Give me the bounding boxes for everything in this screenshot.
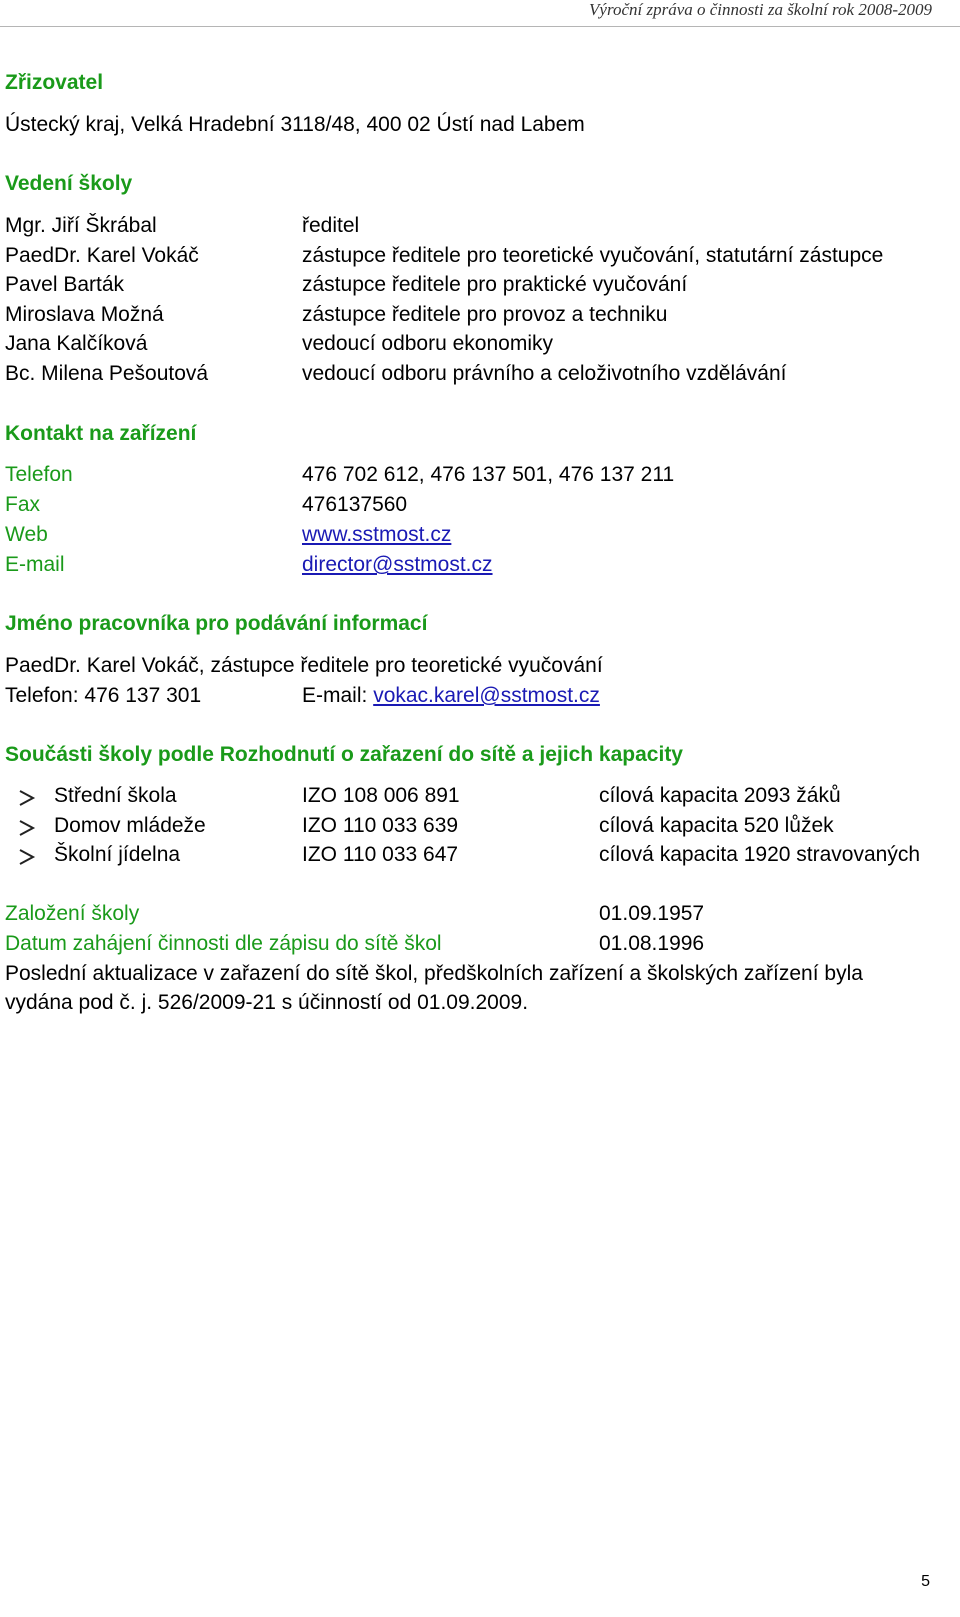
vedeni-name: Bc. Milena Pešoutová (5, 362, 209, 385)
informace-telefon: Telefon: 476 137 301 (5, 684, 202, 707)
vedeni-role: vedoucí odboru ekonomiky (302, 332, 553, 355)
arrow-bullet-icon (16, 787, 38, 811)
web-link[interactable]: www.sstmost.cz (302, 523, 452, 546)
vedeni-name: Miroslava Možná (5, 303, 164, 326)
fax-label: Fax (5, 493, 41, 516)
arrow-bullet-icon (16, 846, 38, 870)
vedeni-name: Pavel Barták (5, 273, 125, 296)
vedeni-name: Mgr. Jiří Škrábal (5, 214, 157, 237)
zalozeni-label: Založení školy (5, 902, 140, 925)
soucast-izo: IZO 110 033 639 (302, 814, 459, 837)
vedeni-name: Jana Kalčíková (5, 332, 148, 355)
datum-zahajeni-value: 01.08.1996 (599, 932, 705, 955)
web-label: Web (5, 523, 48, 546)
aktualizace-paragraph-line1: Poslední aktualizace v zařazení do sítě škol, předškolních zařízení a školských zařízení byla (5, 962, 863, 985)
soucast-kapacita: cílová kapacita 2093 žáků (599, 784, 841, 807)
informace-person: PaedDr. Karel Vokáč, zástupce ředitele pro teoretické vyučování (5, 654, 603, 677)
soucast-izo: IZO 110 033 647 (302, 843, 459, 866)
vedeni-heading: Vedení školy (5, 172, 133, 195)
zrizovatel-heading: Zřizovatel (5, 71, 104, 94)
informace-email-label: E-mail: (302, 684, 374, 707)
soucast-kapacita: cílová kapacita 1920 stravovaných (599, 843, 921, 866)
informace-email (302, 684, 600, 708)
vedeni-role: zástupce ředitele pro praktické vyučování (302, 273, 688, 296)
zalozeni-value: 01.09.1957 (599, 902, 705, 925)
arrow-bullet-icon (16, 817, 38, 841)
soucast-izo: IZO 108 006 891 (302, 784, 460, 807)
soucast-name: Domov mládeže (54, 814, 206, 837)
vedeni-role: zástupce ředitele pro teoretické vyučování, statutární zástupce (302, 244, 884, 267)
aktualizace-paragraph-line2: vydána pod č. j. 526/2009-21 s účinností od 01.09.2009. (5, 991, 529, 1014)
fax-value: 476137560 (302, 493, 408, 516)
telefon-label: Telefon (5, 463, 73, 486)
informace-heading: Jméno pracovníka pro podávání informací (5, 612, 428, 635)
soucasti-heading: Součásti školy podle Rozhodnutí o zařazení do sítě a jejich kapacity (5, 743, 683, 766)
informace-email-link[interactable]: vokac.karel@sstmost.cz (373, 684, 600, 707)
soucast-name: Střední škola (54, 784, 177, 807)
email-link[interactable]: director@sstmost.cz (302, 553, 493, 576)
kontakt-heading: Kontakt na zařízení (5, 422, 197, 445)
vedeni-role: vedoucí odboru právního a celoživotního vzdělávání (302, 362, 787, 385)
header-divider (0, 26, 960, 27)
page-header: Výroční zpráva o činnosti za školní rok 2008-2009 (589, 0, 932, 19)
zrizovatel-text: Ústecký kraj, Velká Hradební 3118/48, 400 02 Ústí nad Labem (5, 113, 585, 136)
page-number: 5 (921, 1573, 930, 1590)
datum-zahajeni-label: Datum zahájení činnosti dle zápisu do sítě škol (5, 932, 442, 955)
vedeni-role: zástupce ředitele pro provoz a techniku (302, 303, 668, 326)
telefon-value: 476 702 612, 476 137 501, 476 137 211 (302, 463, 675, 486)
email-label: E-mail (5, 553, 65, 576)
soucast-kapacita: cílová kapacita 520 lůžek (599, 814, 834, 837)
vedeni-name: PaedDr. Karel Vokáč (5, 244, 199, 267)
soucast-name: Školní jídelna (54, 843, 181, 866)
vedeni-role: ředitel (302, 214, 360, 237)
